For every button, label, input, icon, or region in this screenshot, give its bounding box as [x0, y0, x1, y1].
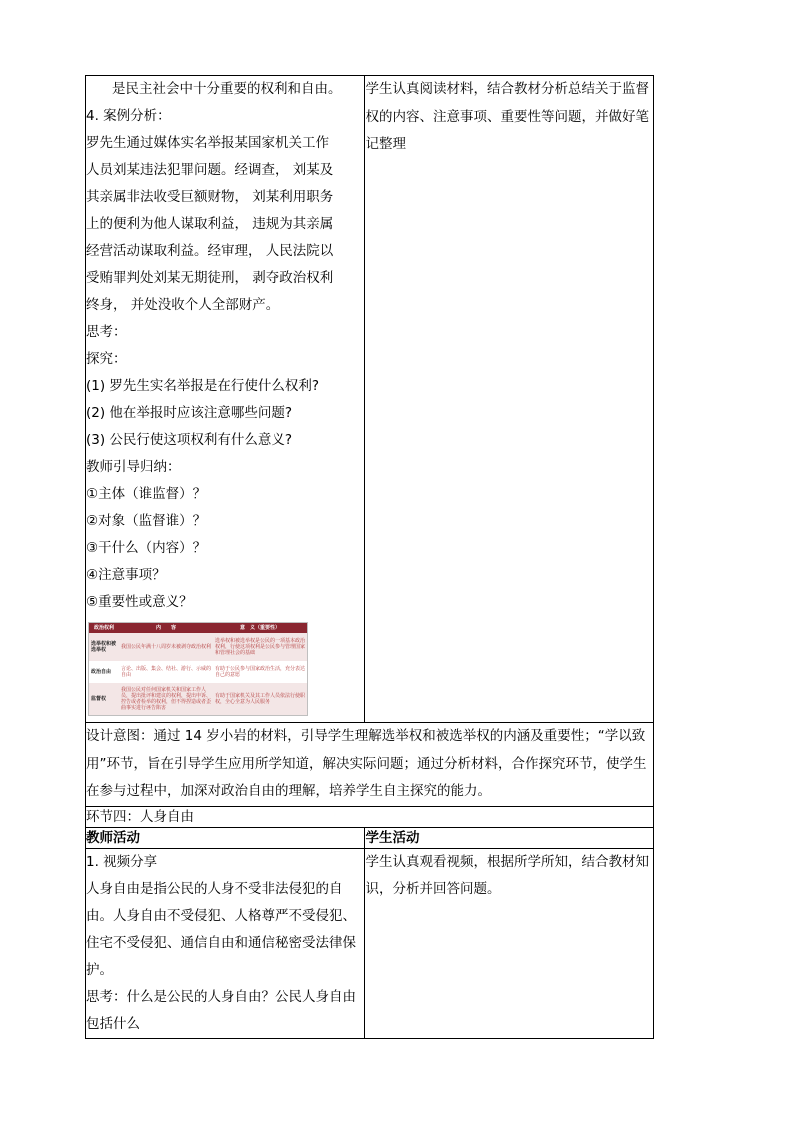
- student-activity-text: 学生认真阅读材料，结合教材分析总结关于监督权的内容、注意事项、重要性等问题，并做好笔记整理: [365, 81, 649, 152]
- mini-header: 政治权利: [89, 623, 119, 633]
- section-title-row: [86, 806, 654, 827]
- list-item: ①主体（谁监督）？: [86, 486, 207, 502]
- text-line: 探究：: [86, 351, 127, 367]
- block1-row: [86, 76, 654, 723]
- mini-row-name: 政治自由: [89, 661, 119, 683]
- text-line: 教师引导归纳：: [86, 459, 181, 475]
- text-paragraph: 人身自由是指公民的人身不受非法侵犯的自由。人身自由不受侵犯、人格尊严不受侵犯、住宅不受侵犯、通信自由和通信秘密受法律保护。: [86, 880, 356, 978]
- block1-teacher-cell: [86, 76, 365, 723]
- mini-row-content: 我国公民年满十八周岁未被剥夺政治权利: [119, 633, 213, 661]
- section4-student-cell: [365, 848, 654, 1038]
- list-item: ③干什么（内容）？: [86, 540, 207, 556]
- text-line: 4. 案例分析：: [86, 108, 171, 124]
- section4-content-row: [86, 848, 654, 1038]
- activity-header-row: [86, 827, 654, 848]
- text-line: 人员刘某违法犯罪问题。经调查， 刘某及: [86, 162, 334, 178]
- text-line: 是民主社会中十分重要的权利和自由。: [112, 81, 342, 97]
- list-item: ②对象（监督谁）？: [86, 513, 207, 529]
- mini-row-content: 言论、出版、集会、结社、游行、示威的自由: [119, 661, 213, 683]
- text-line: 1. 视频分享: [86, 853, 158, 870]
- mini-row-name: 监督权: [89, 683, 119, 715]
- mini-row-name: 选举权和被选举权: [89, 633, 119, 661]
- question-line: (2) 他在举报时应该注意哪些问题?: [86, 405, 293, 421]
- mini-row-meaning: 选举权和被选举权是公民的一项基本政治权利，行使这项权利是公民参与管理国家和管理社会的基础: [213, 633, 307, 661]
- list-item: ④注意事项？: [86, 567, 166, 583]
- section-title: 环节四：人身自由: [86, 806, 654, 827]
- text-line: 受贿罪判处刘某无期徒刑， 剥夺政治权利: [86, 270, 334, 286]
- section4-teacher-cell: [86, 848, 365, 1038]
- design-intent-text: 设计意图：通过 14 岁小岩的材料，引导学生理解选举权和被选举权的内涵及重要性；“学以致用”环节，旨在引导学生应用所学知道，解决实际问题；通过分析材料，合作探究环节，使学生在参与过程中，加深对政治自由的理解，培养学生自主探究的能力。: [86, 723, 654, 807]
- mini-header: 意 义（重要性）: [213, 623, 307, 633]
- text-line: 其亲属非法收受巨额财物， 刘某利用职务: [86, 189, 334, 205]
- mini-row-meaning: 有助于国家机关及其工作人员依法行使职权，全心全意为人民服务: [213, 683, 307, 715]
- text-line: 罗先生通过媒体实名举报某国家机关工作: [86, 135, 329, 151]
- text-paragraph: 思考：什么是公民的人身自由？公民人身自由包括什么: [86, 988, 356, 1032]
- text-line: 思考：: [86, 324, 127, 340]
- student-activity-header: 学生活动: [365, 827, 654, 848]
- mini-header: 内 容: [119, 623, 213, 633]
- mini-row-content: 我国公民对任何国家机关和国家工作人员，提出批评和建议的权利，提出申诉、控告或者检举的权利，但不得捏造或者歪曲事实进行诬告陷害: [119, 683, 213, 715]
- block1-student-cell: [365, 76, 654, 723]
- text-line: 上的便利为他人谋取利益， 违规为其亲属: [86, 216, 334, 232]
- teacher-activity-header: 教师活动: [86, 827, 365, 848]
- text-line: 终身， 并处没收个人全部财产。: [86, 297, 280, 313]
- text-line: 经营活动谋取利益。经审理， 人民法院以: [86, 243, 334, 259]
- lesson-plan-table: [85, 75, 654, 1039]
- student-activity-text: 学生认真观看视频，根据所学所知，结合教材知识，分析并回答问题。: [365, 853, 649, 897]
- political-rights-table-image: [88, 622, 308, 716]
- mini-row-meaning: 有助于公民参与国家政治生活，充分表达自己的意愿: [213, 661, 307, 683]
- question-line: (3) 公民行使这项权利有什么意义?: [86, 432, 293, 448]
- design-intent-row: [86, 723, 654, 807]
- list-item: ⑤重要性或意义？: [86, 594, 193, 610]
- question-line: (1) 罗先生实名举报是在行使什么权利?: [86, 378, 320, 394]
